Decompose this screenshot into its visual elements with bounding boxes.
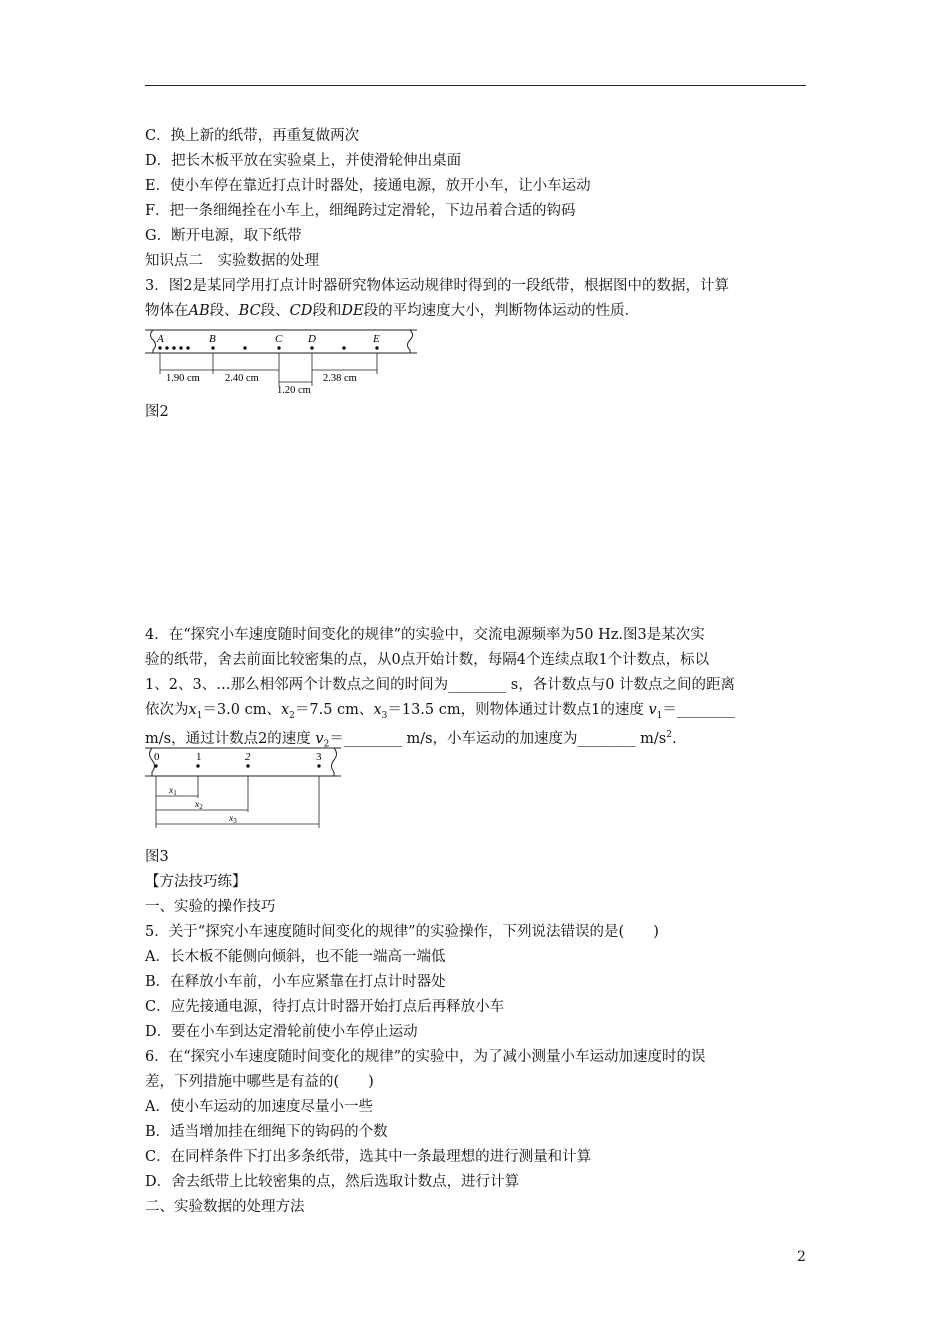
- sub1-heading: 一、实验的操作技巧: [145, 899, 276, 915]
- q5-option-d: D．要在小车到达定滑轮前使小车停止运动: [145, 1024, 418, 1040]
- q6-stem-line2: 差，下列措施中哪些是有益的( ): [145, 1074, 374, 1090]
- method-heading: 【方法技巧练】: [145, 874, 247, 890]
- q4-line3: 1、2、3、…那么相邻两个计数点之间的时间为________ s，各计数点与0 计数点之间的距离: [145, 677, 736, 693]
- q5-stem: 5．关于“探究小车速度随时间变化的规律”的实验操作，下列说法错误的是( ): [145, 924, 659, 940]
- q5-option-a: A．长木板不能侧向倾斜，也不能一端高一端低: [145, 949, 446, 965]
- tape-figure-2: [145, 324, 420, 396]
- item-g: G．断开电源，取下纸带: [145, 228, 302, 244]
- page-number: 2: [797, 1249, 806, 1265]
- q6-option-b: B．适当增加挂在细绳下的钩码的个数: [145, 1124, 388, 1140]
- header-rule: [145, 85, 806, 86]
- q6-option-c: C．在同样条件下打出多条纸带，选其中一条最理想的进行测量和计算: [145, 1149, 592, 1165]
- tape3-dim-x3: $x_3$: [229, 814, 237, 825]
- tape3-label-3: 3: [316, 751, 322, 763]
- tape2-label-e: E: [373, 333, 380, 345]
- q4-line1: 4．在“探究小车速度随时间变化的规律”的实验中，交流电源频率为50 Hz.图3是某次实: [145, 627, 705, 643]
- tape2-dist-ab: 1.90 cm: [166, 373, 200, 384]
- q4-line2: 验的纸带，舍去前面比较密集的点，从0点开始计数，每隔4个连续点取1个计数点，标以: [145, 652, 710, 668]
- tape3-label-0: 0: [154, 751, 160, 763]
- q6-stem-line1: 6．在“探究小车速度随时间变化的规律”的实验中，为了减小测量小车运动加速度时的误: [145, 1049, 706, 1065]
- q3-line2: 物体在AB段、BC段、CD段和DE段的平均速度大小，判断物体运动的性质．: [145, 303, 640, 319]
- section-heading: 知识点二 实验数据的处理: [145, 253, 319, 269]
- tape2-label-a: A: [157, 333, 164, 345]
- item-e: E．使小车停在靠近打点计时器处，接通电源，放开小车，让小车运动: [145, 178, 591, 194]
- q5-option-c: C．应先接通电源，待打点计时器开始打点后再释放小车: [145, 999, 505, 1015]
- tape2-dist-bc: 2.40 cm: [225, 373, 259, 384]
- tape3-dim-x1: $x_1$: [169, 786, 177, 797]
- tape3-dim-x2: $x_2$: [195, 800, 203, 811]
- tape2-label-c: C: [275, 333, 283, 345]
- fig3-caption: 图3: [145, 849, 169, 865]
- fig2-caption: 图2: [145, 404, 169, 420]
- q6-option-d: D．舍去纸带上比较密集的点，然后选取计数点，进行计算: [145, 1174, 520, 1190]
- item-d: D．把长木板平放在实验桌上，并使滑轮伸出桌面: [145, 153, 462, 169]
- item-f: F．把一条细绳拴在小车上，细绳跨过定滑轮，下边吊着合适的钩码: [145, 203, 576, 219]
- q6-option-a: A．使小车运动的加速度尽量小一些: [145, 1099, 373, 1115]
- q4-line5: m/s，通过计数点2的速度 $v_2=\_\_\_\_\_\_\_\_$ m/s，小车运动的加速度为________ $m/s^2$.: [145, 730, 677, 750]
- tape3-label-1: 1: [196, 751, 202, 763]
- q3-line1: 3．图2是某同学用打点计时器研究物体运动规律时得到的一段纸带，根据图中的数据，计算: [145, 278, 729, 294]
- tape3-label-2: 2: [245, 751, 251, 763]
- tape2-dist-de: 2.38 cm: [323, 373, 357, 384]
- item-c: C．换上新的纸带，再重复做两次: [145, 128, 360, 144]
- q4-line4: 依次为$x_1=3.0$ cm、$x_2=7.5$ cm、$x_3=13.5$ cm，则物体通过计数点1的速度 $v_1=\_\_\_\_\_\_\_\_$: [145, 702, 735, 721]
- sub2-heading: 二、实验数据的处理方法: [145, 1199, 305, 1215]
- tape2-label-b: B: [209, 333, 216, 345]
- q5-option-b: B．在释放小车前，小车应紧靠在打点计时器处: [145, 974, 446, 990]
- tape2-dist-cd: 1.20 cm: [277, 385, 311, 396]
- tape2-label-d: D: [308, 333, 316, 345]
- tape-figure-3: [145, 744, 345, 830]
